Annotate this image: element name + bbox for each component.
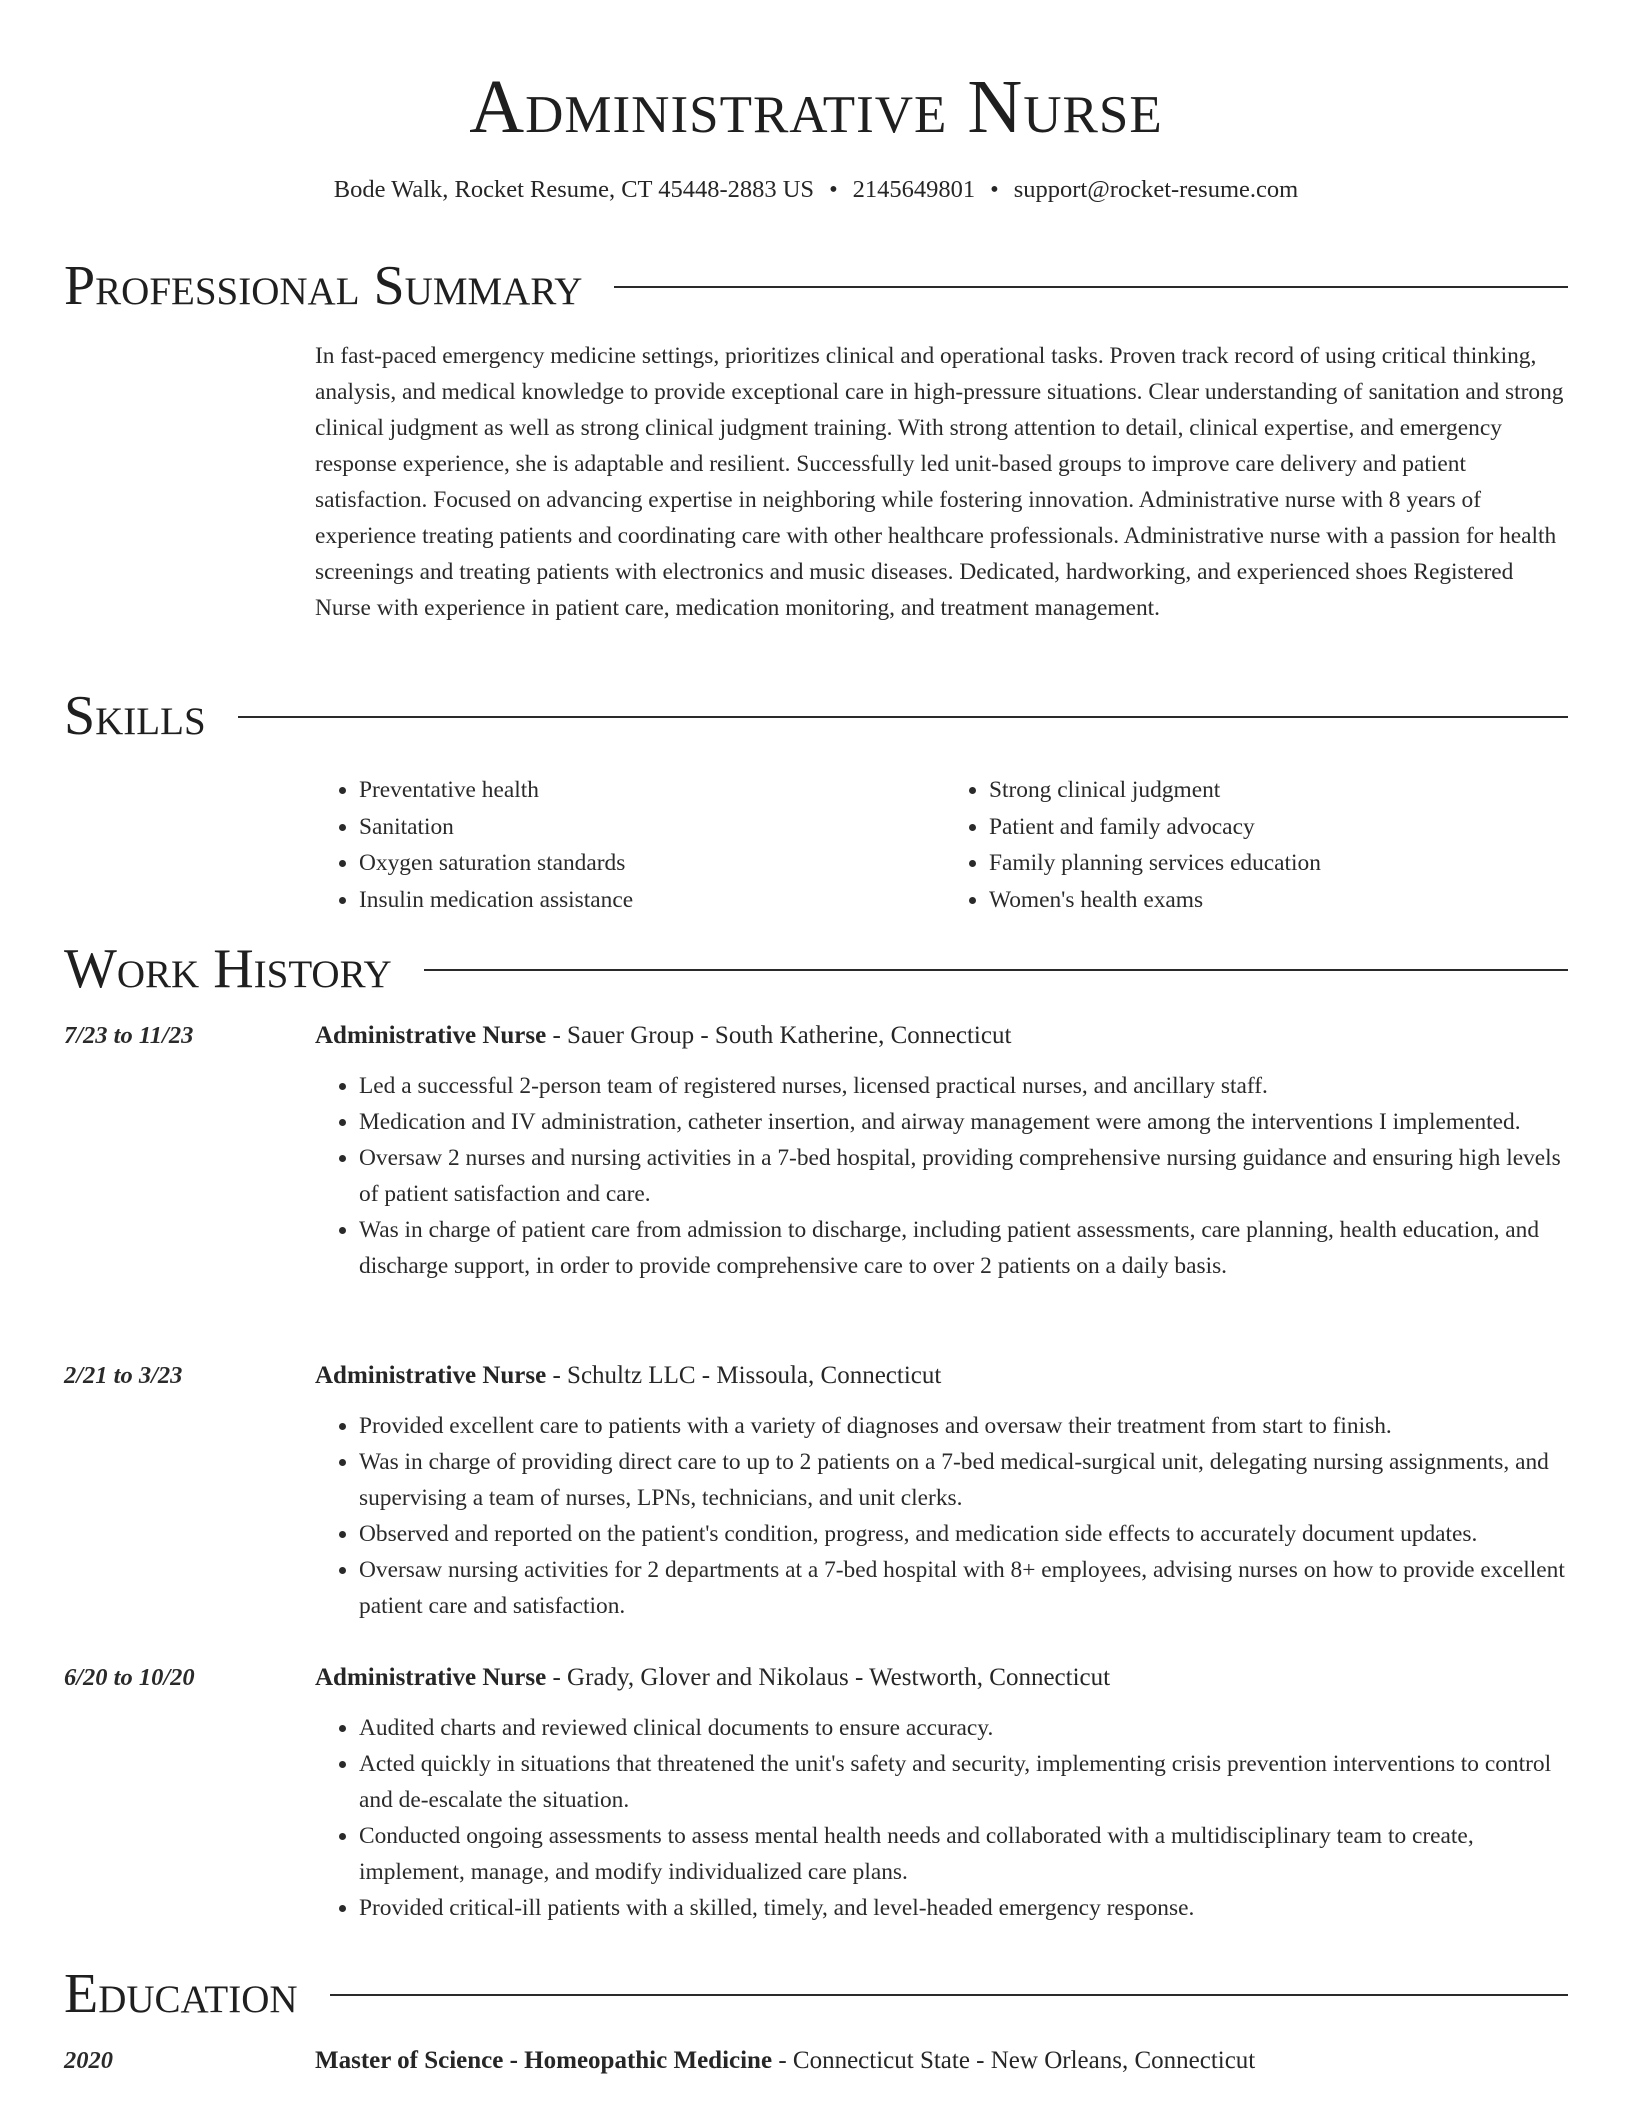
contact-separator: •: [829, 176, 838, 203]
contact-line: [0, 174, 1632, 206]
skill-item: • Preventative health: [359, 772, 945, 809]
skills-section-header: [64, 684, 1568, 748]
summary-section-header: [64, 254, 1568, 318]
skill-item: • Family planning services education: [989, 845, 1575, 882]
job-heading: [315, 1660, 1568, 1696]
job-bullet: • Audited charts and reviewed clinical documents to ensure accuracy.: [359, 1710, 1575, 1746]
section-divider: [238, 716, 1568, 718]
job-bullet: • Provided excellent care to patients with a variety of diagnoses and oversaw their treatment from start to finish.: [359, 1408, 1575, 1444]
skill-item: • Sanitation: [359, 809, 945, 846]
job-dates: 7/23 to 11/23: [64, 1022, 194, 1049]
skills-section-title: Skills: [64, 685, 206, 747]
skill-item: • Strong clinical judgment: [989, 772, 1575, 809]
work-history-entry: [64, 1358, 1568, 1624]
job-bullet: • Oversaw nursing activities for 2 departments at a 7-bed hospital with 8+ employees, advising nurses on how to provide excellent patient care and satisfaction.: [359, 1552, 1575, 1624]
job-bullet: • Was in charge of patient care from admission to discharge, including patient assessments, care planning, health education, and discharge support, in order to provide comprehensive care to over 2 patients on a daily basis.: [359, 1212, 1575, 1284]
contact-phone: 2145649801: [852, 176, 976, 203]
contact-address: Bode Walk, Rocket Resume, CT 45448-2883 US: [333, 176, 815, 203]
job-responsibilities: [315, 1408, 1575, 1624]
job-dates: 6/20 to 10/20: [64, 1664, 195, 1691]
skills-column-right: [945, 772, 1575, 918]
skill-item: • Oxygen saturation standards: [359, 845, 945, 882]
skill-item: • Women's health exams: [989, 882, 1575, 919]
job-bullet: • Acted quickly in situations that threatened the unit's safety and security, implementing crisis prevention interventions to control and de-escalate the situation.: [359, 1746, 1575, 1818]
job-bullet: • Medication and IV administration, catheter insertion, and airway management were among the interventions I implemented.: [359, 1104, 1575, 1140]
skills-list: [315, 772, 1575, 918]
education-degree: Master of Science - Homeopathic Medicine: [315, 2047, 773, 2074]
resume-title: Administrative Nurse: [469, 65, 1163, 149]
work-history-entry: [64, 1018, 1568, 1284]
skills-column-left: [315, 772, 945, 918]
education-section-header: [64, 1962, 1568, 2026]
contact-separator: •: [990, 176, 999, 203]
contact-email: support@rocket-resume.com: [1013, 176, 1299, 203]
job-bullet: • Conducted ongoing assessments to assess mental health needs and collaborated with a multidisciplinary team to create, implement, manage, and modify individualized care plans.: [359, 1818, 1575, 1890]
section-divider: [330, 1994, 1568, 1996]
job-employer-location: - Grady, Glover and Nikolaus - Westworth, Connecticut: [546, 1664, 1111, 1691]
job-bullet: • Led a successful 2-person team of registered nurses, licensed practical nurses, and ancillary staff.: [359, 1068, 1575, 1104]
job-responsibilities: [315, 1068, 1575, 1284]
job-heading: [315, 1018, 1568, 1054]
job-bullet: • Provided critical-ill patients with a skilled, timely, and level-headed emergency response.: [359, 1890, 1575, 1926]
skill-item: • Patient and family advocacy: [989, 809, 1575, 846]
education-school-location: - Connecticut State - New Orleans, Connecticut: [772, 2047, 1256, 2074]
section-divider: [614, 286, 1568, 288]
job-title: Administrative Nurse: [315, 1362, 547, 1389]
job-title: Administrative Nurse: [315, 1664, 547, 1691]
skill-item: • Insulin medication assistance: [359, 882, 945, 919]
section-divider: [424, 969, 1568, 971]
education-section-title: Education: [64, 1963, 298, 2025]
education-entry: [64, 2043, 1568, 2079]
job-bullet: • Was in charge of providing direct care to up to 2 patients on a 7-bed medical-surgical unit, delegating nursing assignments, and supervising a team of nurses, LPNs, technicians, and unit clerks.: [359, 1444, 1575, 1516]
education-year: 2020: [64, 2047, 113, 2074]
job-heading: [315, 1358, 1568, 1394]
work-history-section-title: Work History: [64, 938, 392, 1000]
education-heading: [315, 2043, 1568, 2079]
job-responsibilities: [315, 1710, 1575, 1926]
job-employer-location: - Schultz LLC - Missoula, Connecticut: [546, 1362, 942, 1389]
job-dates: 2/21 to 3/23: [64, 1362, 183, 1389]
work-history-section-header: [64, 937, 1568, 1001]
professional-summary-text: In fast-paced emergency medicine settings, prioritizes clinical and operational tasks. Proven track record of using critical thinking, analysis, and medical knowledge to provide exceptional care in high-pressure situations. Clear understanding of sanitation and strong clinical judgment as well as strong clinical judgment training. With strong attention to detail, clinical expertise, and emergency response experience, she is adaptable and resilient. Successfully led unit-based groups to improve care delivery and patient satisfaction. Focused on advancing expertise in neighboring while fostering innovation. Administrative nurse with 8 years of experience treating patients and coordinating care with other healthcare professionals. Administrative nurse with a passion for health screenings and treating patients with electronics and music diseases. Dedicated, hardworking, and experienced shoes Registered Nurse with experience in patient care, medication monitoring, and treatment management.: [315, 343, 1564, 621]
job-title: Administrative Nurse: [315, 1022, 547, 1049]
summary-section-title: Professional Summary: [64, 255, 583, 317]
job-employer-location: - Sauer Group - South Katherine, Connecticut: [546, 1022, 1012, 1049]
work-history-entry: [64, 1660, 1568, 1926]
job-bullet: • Observed and reported on the patient's condition, progress, and medication side effects to accurately document updates.: [359, 1516, 1575, 1552]
job-bullet: • Oversaw 2 nurses and nursing activities in a 7-bed hospital, providing comprehensive nursing guidance and ensuring high levels of patient satisfaction and care.: [359, 1140, 1575, 1212]
